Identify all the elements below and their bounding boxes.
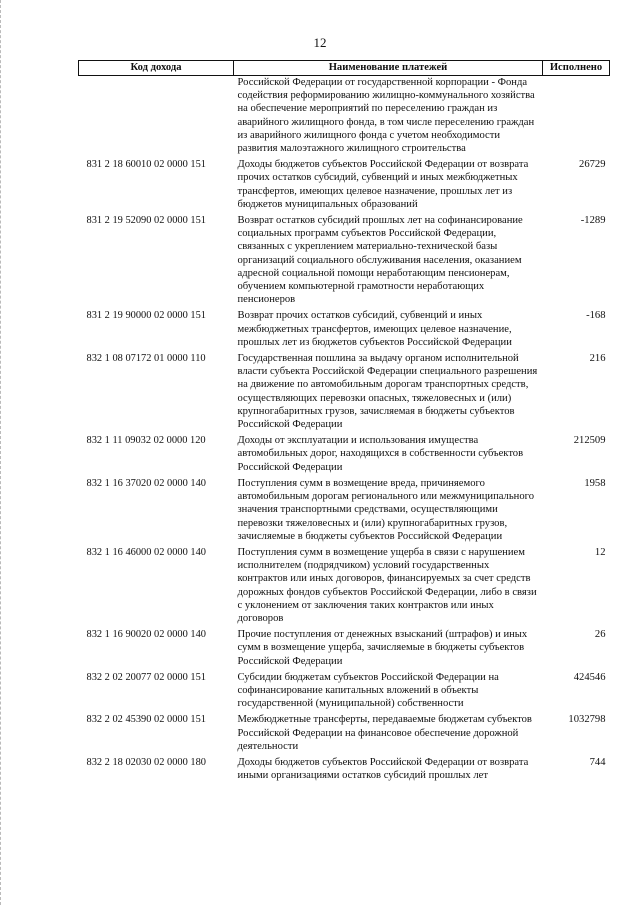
table-row [79,756,610,785]
executed-amount-cell: -168 [586,310,606,322]
table-body [79,76,610,786]
revenue-code-cell: 832 1 16 37020 02 0000 140 [86,477,206,489]
revenue-code-cell: 832 1 08 07172 01 0000 110 [86,353,206,365]
table-header [79,61,610,76]
revenue-code-cell: 832 1 16 90020 02 0000 140 [86,629,206,641]
executed-amount-cell: 216 [589,353,606,365]
revenue-code-cell: 831 2 19 90000 02 0000 151 [86,310,206,322]
table-row [79,477,610,546]
payment-name-cell: Доходы от эксплуатации и использования имущества автомобильных дорог, находящихся в собственности субъектов Российской Федерации [237,435,524,473]
table-row [79,671,610,714]
revenue-code-cell: 831 2 18 60010 02 0000 151 [86,159,206,171]
payment-name-cell: Поступления сумм в возмещение ущерба в связи с нарушением исполнителем (подрядчиком) условий государственных контрактов или иных договоров, финансируемых за счет средств дорожных фондов субъектов Российской Федерации, либо в связи с уклонением от заключения таких контрактов или иных договоров [237,546,537,624]
table-row [79,546,610,628]
payment-name-cell: Государственная пошлина за выдачу органом исполнительной власти субъекта Российской Федерации специального разрешения на движение по автомобильным дорогам транспортных средств, осуществляющих перевозки опасных, тяжеловесных и (или) крупногабаритных грузов, зачисляемая в бюджеты субъектов Российской Федерации [237,353,538,431]
revenue-table [78,60,610,785]
table-row [79,309,610,352]
executed-amount-cell: 744 [589,756,606,768]
revenue-code-cell: 831 2 19 52090 02 0000 151 [86,215,206,227]
payment-name-cell: Российской Федерации от государственной корпорации - Фонда содействия реформированию жилищно-коммунального хозяйства на обеспечение мероприятий по переселению граждан из аварийного жилищного фонда, в том числе переселению граждан из аварийного жилищного фонда с учетом необходимости развития малоэтажного жилищного строительства [237,77,535,155]
header-code: Код дохода [79,61,234,76]
payment-name-cell: Возврат остатков субсидий прошлых лет на софинансирование социальных программ субъектов Российской Федерации, связанных с укреплением материально-технической базы организаций социального обслуживания населения, оказанием адресной социальной помощи неработающим пенсионерам, обучением компьютерной грамотности неработающих пенсионеров [237,215,523,306]
payment-name-cell: Прочие поступления от денежных взысканий (штрафов) и иных сумм в возмещение ущерба, зачисляемые в бюджеты субъектов Российской Федерации [237,629,528,667]
payment-name-cell: Возврат прочих остатков субсидий, субвенций и иных межбюджетных трансфертов, имеющих целевое назначение, прошлых лет из бюджетов субъектов Российской Федерации [237,310,512,348]
executed-amount-cell: 12 [594,546,606,558]
scan-edge [0,0,4,905]
executed-amount-cell: -1289 [580,215,606,227]
header-amount: Исполнено [543,61,610,76]
revenue-code-cell: 832 1 11 09032 02 0000 120 [86,435,206,447]
payment-name-cell: Субсидии бюджетам субъектов Российской Федерации на софинансирование капитальных вложений в объекты государственной (муниципальной) собственности [237,671,499,710]
page-number: 12 [313,35,327,50]
executed-amount-cell: 1958 [584,477,606,489]
revenue-code-cell: 832 2 02 20077 02 0000 151 [86,671,206,683]
payment-name-cell: Межбюджетные трансферты, передаваемые бюджетам субъектов Российской Федерации на финансовое обеспечение дорожной деятельности [237,714,532,752]
executed-amount-cell: 212509 [573,435,606,447]
payment-name-cell: Доходы бюджетов субъектов Российской Федерации от возврата прочих остатков субсидий, субвенций и иных межбюджетных трансфертов, имеющих целевое назначение, прошлых лет из бюджетов муниципальных образований [237,159,529,210]
executed-amount-cell: 26729 [579,159,606,171]
revenue-code-cell: 832 1 16 46000 02 0000 140 [86,546,206,558]
executed-amount-cell: 1032798 [568,714,606,726]
table-row [79,713,610,756]
header-name: Наименование платежей [234,61,543,76]
table-row [79,158,610,214]
table-row [79,76,610,159]
table-row [79,434,610,477]
payment-name-cell: Поступления сумм в возмещение вреда, причиняемого автомобильным дорогам регионального или межмуниципального значения транспортными средствами, осуществляющими перевозки тяжеловесных и (или) крупногабаритных грузов, зачисляемые в бюджеты субъектов Российской Федерации [237,477,535,542]
executed-amount-cell [543,76,610,159]
table-row [79,628,610,671]
revenue-code-cell: 832 2 02 45390 02 0000 151 [86,714,206,726]
table-row [79,214,610,309]
revenue-table-container [78,60,609,785]
executed-amount-cell: 424546 [573,671,606,683]
header-row [79,61,610,76]
revenue-code-cell: 832 2 18 02030 02 0000 180 [86,756,206,768]
payment-name-cell: Доходы бюджетов субъектов Российской Федерации от возврата иными организациями остатков субсидий прошлых лет [237,756,529,782]
table-row [79,352,610,434]
executed-amount-cell: 26 [594,629,606,641]
revenue-code-cell [79,76,234,159]
